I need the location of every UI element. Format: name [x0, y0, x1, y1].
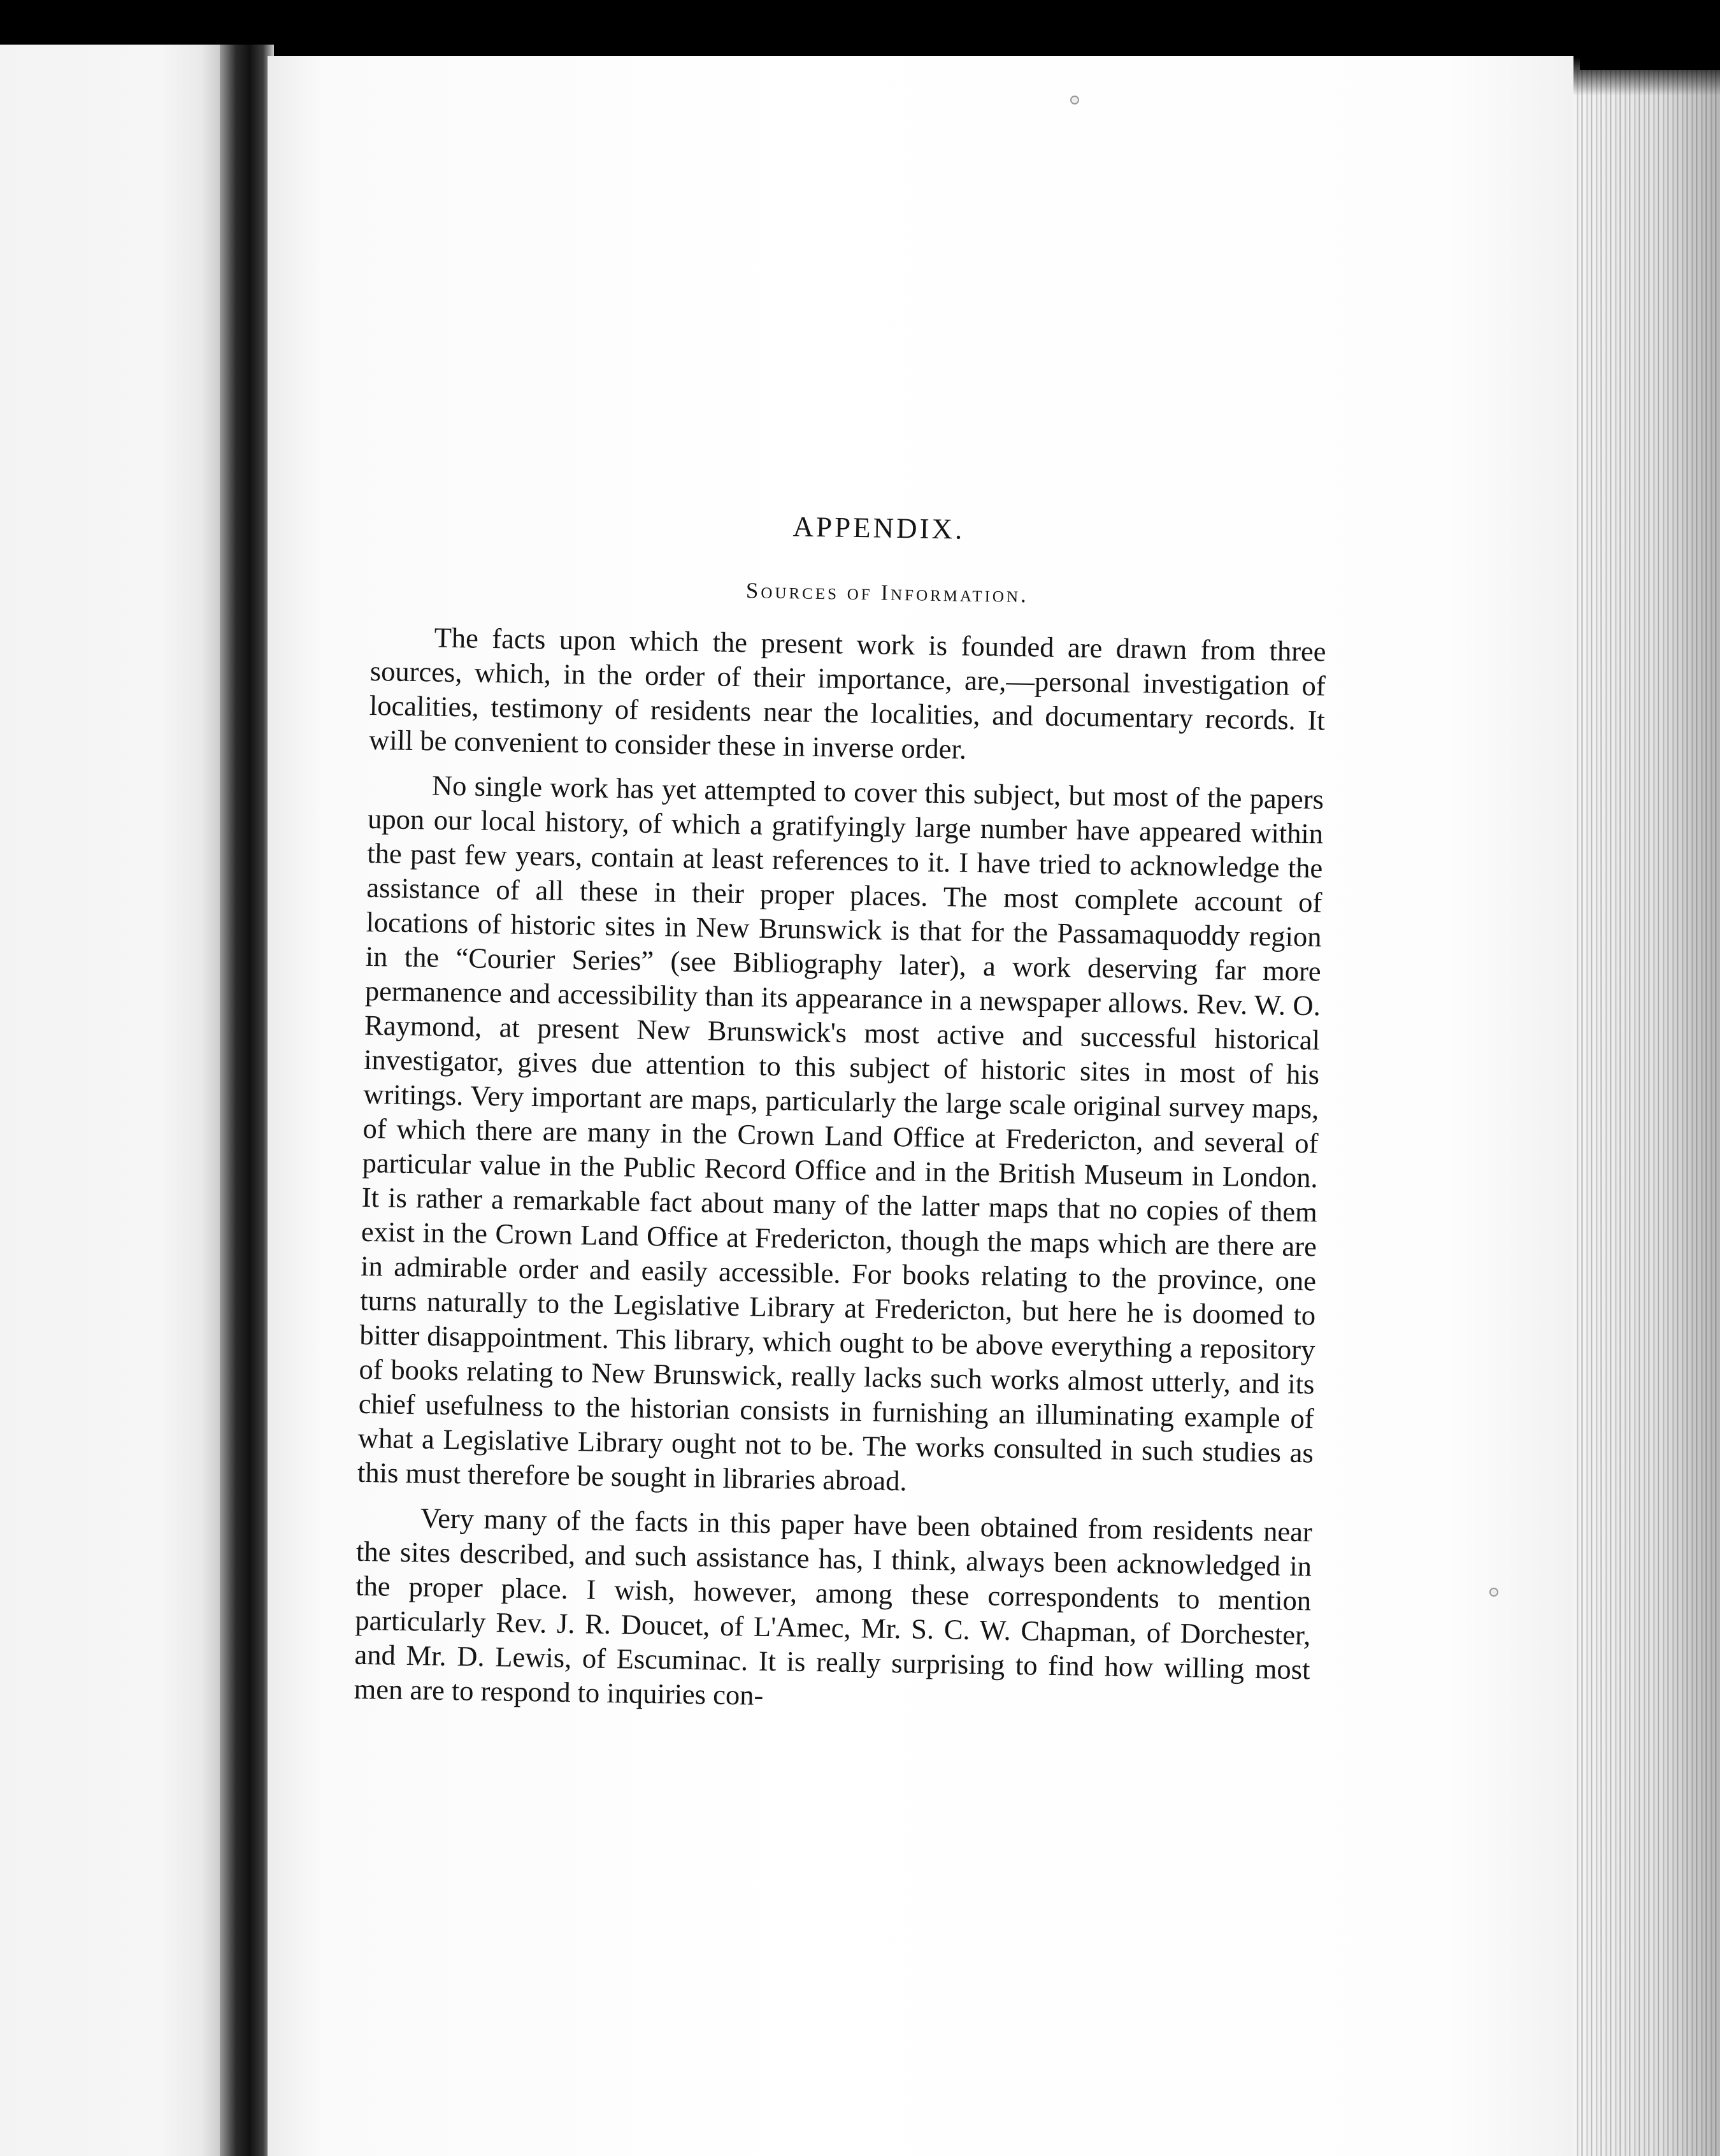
paragraph: Very many of the facts in this paper have been obtained from residents near the sites described, and such assistance has, I think, always been acknowledged in the proper place. I wish, however, among these correspondents to mention particularly Rev. J. R. Doucet, of L'Amec, Mr. S. C. W. Chapman, of Dorchester, and Mr. D. Lewis, of Escuminac. It is really surprising to find how willing most men are to respond to inquiries con- [354, 1502, 1313, 1711]
left-facing-page [0, 45, 229, 2156]
paragraph: The facts upon which the present work is founded are drawn from three sources, which, in the order of their importance, are,—personal investigation of localities, testimony of residents near the localities, and documentary records. It will be convenient to consider these in inverse order. [368, 621, 1326, 765]
dust-speck [1489, 1588, 1498, 1597]
book-gutter [220, 45, 274, 2156]
page-text [354, 503, 1328, 1721]
page-heading: APPENDIX. [792, 510, 965, 545]
page-stack-shadow [1573, 70, 1720, 2156]
dust-speck [1070, 96, 1079, 104]
section-heading: Sources of Information. [745, 578, 1029, 608]
scan-background-corner [1573, 0, 1720, 96]
paragraph: No single work has yet attempted to cover this subject, but most of the papers upon our local history, of which a gratifyingly large number have appeared within the past few years, contain at least references to it. I have tried to acknowledge the assistance of all these in their proper places. The most complete account of locations of historic sites in New Brunswick is that for the Passamaquoddy region in the “Courier Series” (see Bibliography later), a work deserving far more permanence and accessibility than its appearance in a newspaper allows. Rev. W. O. Raymond, at present New Brunswick's most active and successful historical investigator, gives due attention to this subject of historic sites in most of his writings. Very important are maps, particularly the large scale original survey maps, of which there are many in the Crown Land Office at Fredericton, and several of particular value in the Public Record Office and in the British Museum in London. It is rather a remarkable fact about many of the latter maps that no copies of them exist in the Crown Land Office at Fredericton, though the maps which are there are in admirable order and easily accessible. For books relating to the province, one turns naturally to the Legislative Library at Fredericton, but here he is doomed to bitter disappointment. This library, which ought to be above everything a repository of books relating to New Brunswick, really lacks such works almost utterly, and its chief usefulness to the historian consists in furnishing an illuminating example of what a Legislative Library ought not to be. The works consulted in such studies as this must therefore be sought in libraries abroad. [357, 769, 1324, 1497]
